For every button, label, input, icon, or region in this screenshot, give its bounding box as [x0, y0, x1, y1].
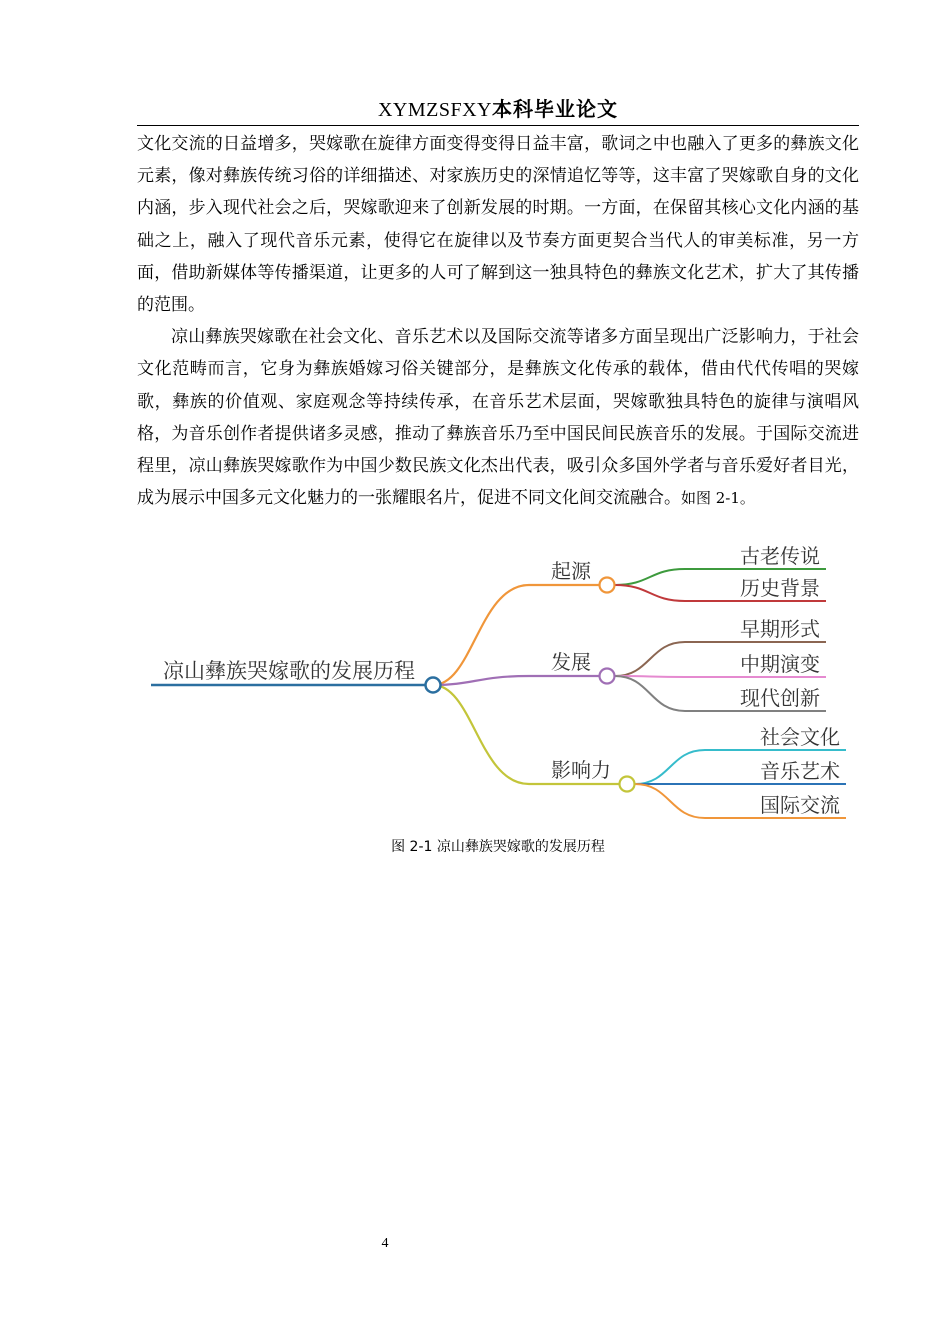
header-rule — [137, 125, 859, 126]
branch-2-connector — [433, 676, 607, 685]
branch-1-leaf-1-label: 古老传说 — [740, 544, 820, 568]
header-title: 本科毕业论文 — [492, 97, 619, 121]
paragraph-2 — [137, 321, 859, 514]
branch-3-leaf-1-label: 社会文化 — [760, 725, 840, 749]
root-node — [426, 678, 441, 693]
page-number: 4 — [381, 1236, 389, 1251]
branch-1-label: 起源 — [551, 559, 591, 583]
branch-2-leaf-1-label: 早期形式 — [740, 617, 820, 641]
page-header — [137, 96, 859, 123]
branch-2-label: 发展 — [551, 650, 591, 674]
branch-3-leaf-3-label: 国际交流 — [760, 793, 840, 817]
mindmap-root-label: 凉山彝族哭嫁歌的发展历程 — [163, 659, 415, 683]
figure-caption: 图 2-1 凉山彝族哭嫁歌的发展历程 — [391, 839, 605, 855]
branch-3-leaf-2-label: 音乐艺术 — [760, 759, 840, 783]
mindmap-svg — [137, 538, 859, 833]
branch-2-leaf-2-label: 中期演变 — [740, 652, 820, 676]
header-code: XYMZSFXY — [377, 99, 493, 121]
body-text — [137, 128, 859, 514]
paragraph-2-text: 凉山彝族哭嫁歌在社会文化、音乐艺术以及国际交流等诸多方面呈现出广泛影响力，于社会文化范畴而言，它身为彝族婚嫁习俗关键部分，是彝族文化传承的载体，借由代代传唱的哭嫁歌，彝族的价值观、家庭观念等持续传承，在音乐艺术层面，哭嫁歌独具特色的旋律与演唱风格，为音乐创作者提供诸多灵感，推动了彝族音乐乃至中国民间民族音乐的发展。于国际交流进程里，凉山彝族哭嫁歌作为中国少数民族文化杰出代表，吸引众多国外学者与音乐爱好者目光，成为展示中国多元文化魅力的一张耀眼名片，促进不同文化间交流融合。 — [137, 327, 859, 509]
branch-2-leaf-2-connector — [615, 676, 826, 677]
branch-2-node — [600, 669, 615, 684]
figure-reference: 如图 2-1。 — [681, 489, 755, 508]
branch-3-label: 影响力 — [551, 758, 611, 782]
branch-2-leaf-3-label: 现代创新 — [740, 686, 820, 710]
branch-1-leaf-2-label: 历史背景 — [740, 576, 820, 600]
branch-1-node — [600, 578, 615, 593]
paragraph-1: 文化交流的日益增多，哭嫁歌在旋律方面变得变得日益丰富，歌词之中也融入了更多的彝族文化元素，像对彝族传统习俗的详细描述、对家族历史的深情追忆等等，这丰富了哭嫁歌自身的文化内涵，步入现代社会之后，哭嫁歌迎来了创新发展的时期。一方面，在保留其核心文化内涵的基础之上，融入了现代音乐元素，使得它在旋律以及节奏方面更契合当代人的审美标准，另一方面，借助新媒体等传播渠道，让更多的人可了解到这一独具特色的彝族文化艺术，扩大了其传播的范围。 — [137, 134, 859, 316]
mindmap-nodes — [163, 544, 840, 817]
branch-3-node — [620, 777, 635, 792]
mindmap-figure — [137, 538, 859, 833]
